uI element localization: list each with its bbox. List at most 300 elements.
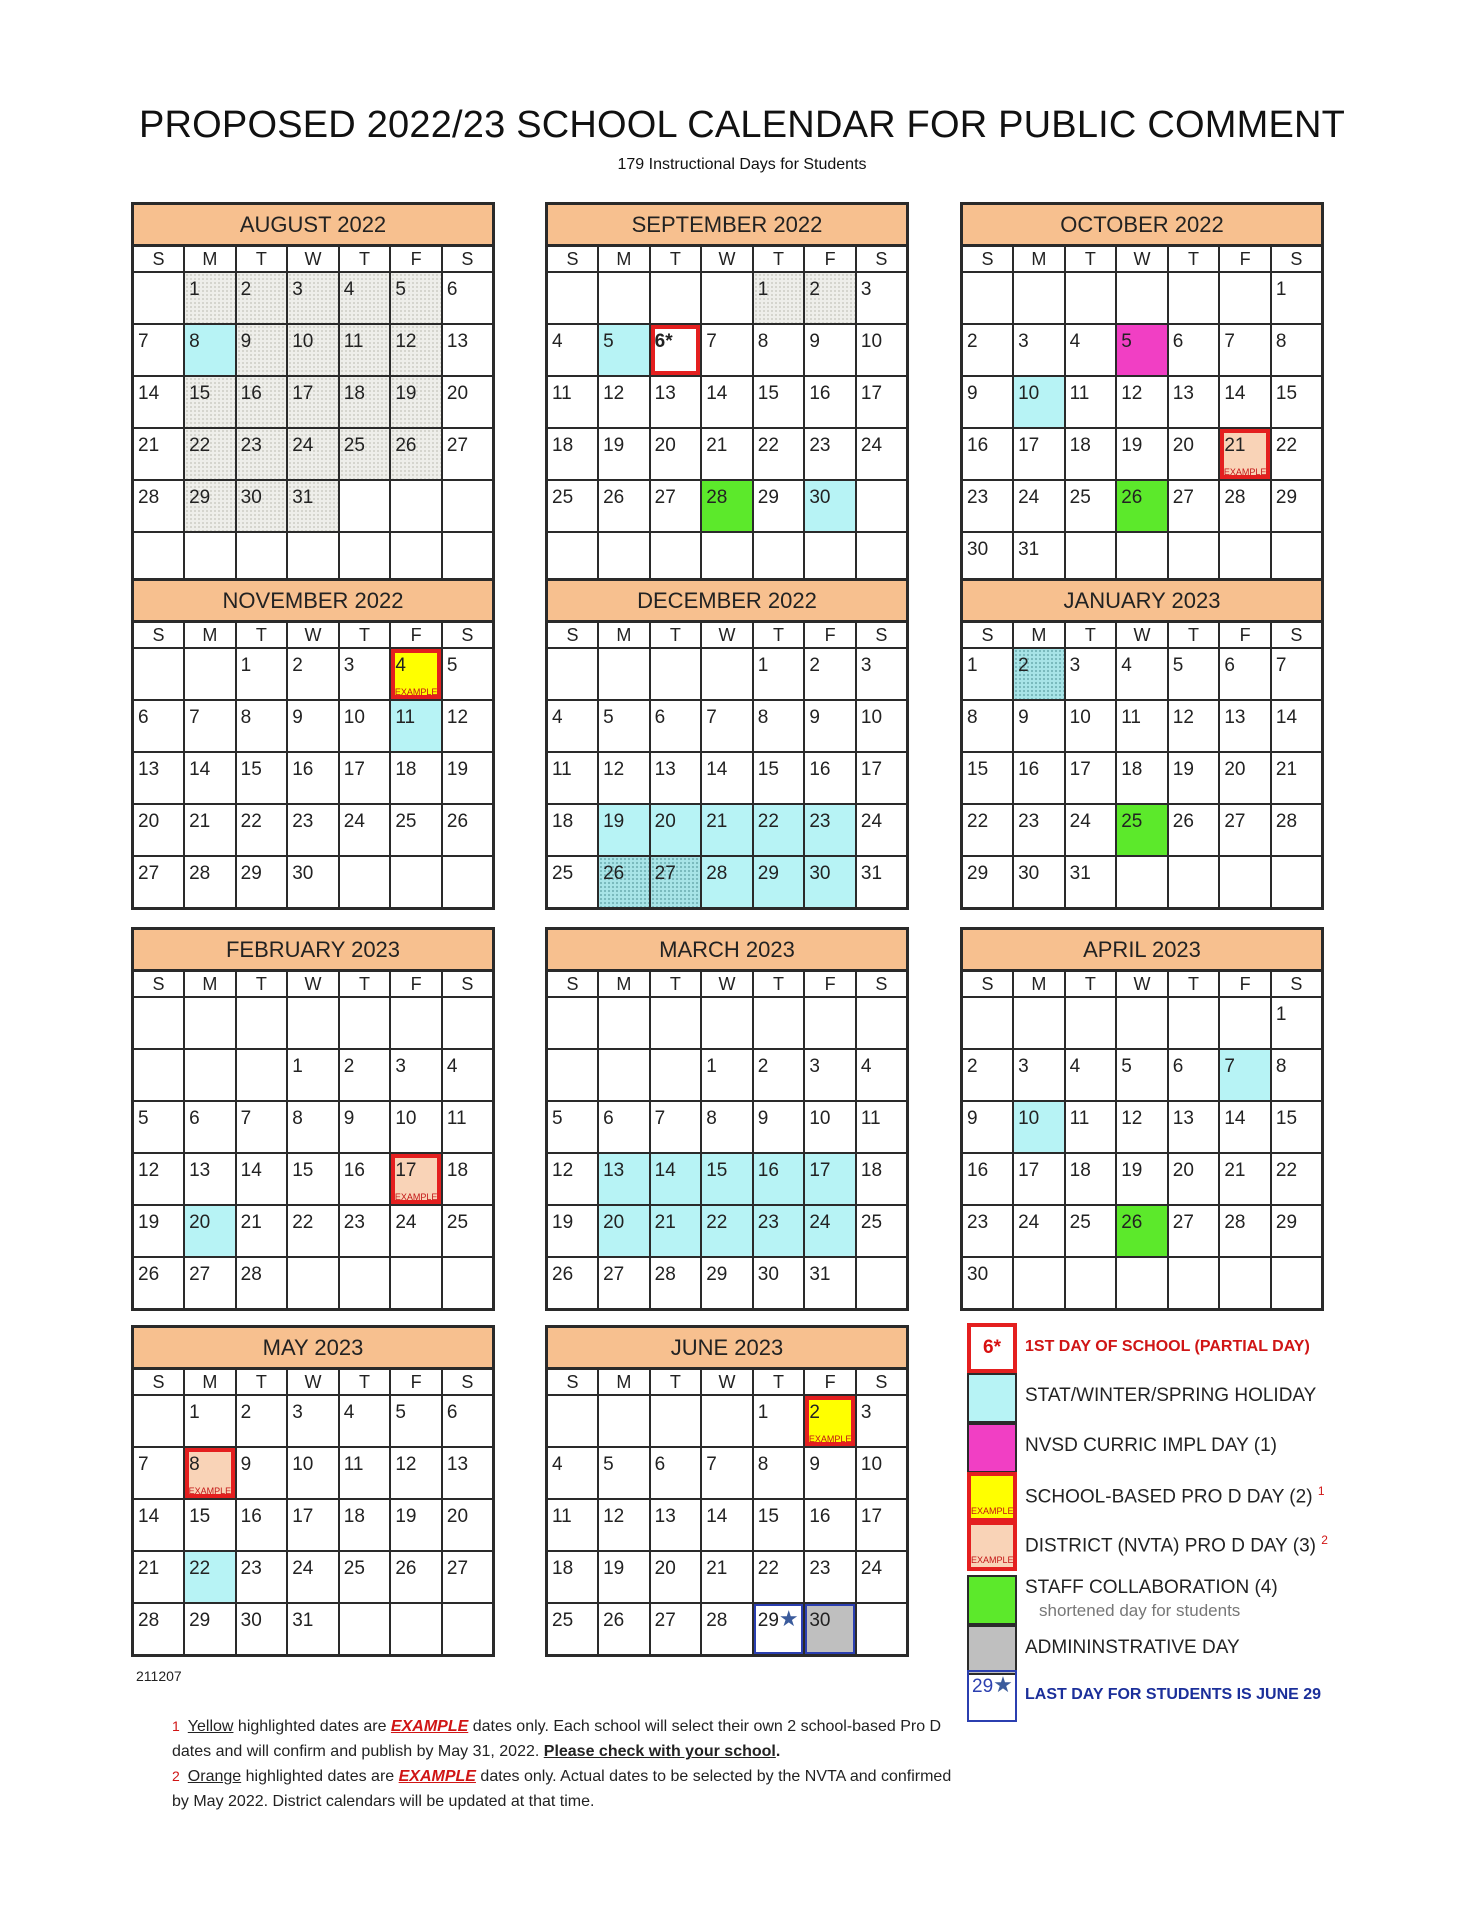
- day-cell: [650, 1551, 702, 1603]
- day-cell: [1013, 376, 1065, 428]
- day-number: 25: [552, 863, 574, 884]
- day-number: 9: [240, 1454, 252, 1475]
- week-row: [133, 997, 494, 1049]
- day-cell: [287, 1551, 339, 1603]
- week-row: [547, 700, 908, 752]
- day-cell: [1168, 480, 1220, 532]
- empty-cell: [701, 648, 753, 700]
- week-row: [962, 1049, 1323, 1101]
- day-number: 7: [138, 1454, 149, 1475]
- day-cell: [547, 1551, 599, 1603]
- day-cell: [962, 752, 1014, 804]
- day-cell: [184, 1551, 236, 1603]
- day-number: 27: [603, 1264, 625, 1285]
- empty-cell: [962, 997, 1014, 1049]
- day-cell: [856, 324, 908, 376]
- empty-cell: [1065, 532, 1117, 585]
- day-cell: [390, 376, 442, 428]
- weekday-header: S: [442, 971, 494, 998]
- empty-cell: [390, 856, 442, 909]
- day-cell: [442, 324, 494, 376]
- month-grid: [545, 1367, 909, 1657]
- day-cell: [1116, 804, 1168, 856]
- empty-cell: [1065, 1257, 1117, 1310]
- day-number: 1: [706, 1056, 717, 1077]
- day-number: 29: [757, 1610, 779, 1631]
- day-cell: [133, 324, 185, 376]
- day-number: 10: [1018, 383, 1040, 404]
- day-cell: [1168, 1153, 1220, 1205]
- week-row: [133, 804, 494, 856]
- empty-cell: [804, 532, 856, 585]
- day-cell: [1065, 376, 1117, 428]
- week-row: [547, 1551, 908, 1603]
- week-row: [133, 428, 494, 480]
- month-grid: [545, 620, 909, 910]
- day-cell: [547, 1499, 599, 1551]
- day-number: 8: [189, 331, 200, 352]
- day-number: 22: [1275, 1160, 1298, 1181]
- day-cell: [598, 1447, 650, 1499]
- day-number: 15: [757, 759, 779, 780]
- day-number: 10: [860, 707, 883, 728]
- day-number: 26: [552, 1264, 574, 1285]
- day-number: 25: [552, 487, 574, 508]
- day-number: 17: [860, 383, 883, 404]
- day-number: 22: [189, 435, 211, 456]
- day-number: 29: [189, 1610, 211, 1631]
- day-cell: [1065, 700, 1117, 752]
- day-cell: [184, 804, 236, 856]
- day-cell: [133, 1499, 185, 1551]
- day-cell: [701, 1205, 753, 1257]
- empty-cell: [547, 532, 599, 585]
- empty-cell: [133, 1395, 185, 1447]
- day-number: 24: [395, 1212, 417, 1233]
- month-calendar: [960, 578, 1324, 910]
- day-number: 15: [967, 759, 989, 780]
- day-number: 27: [654, 863, 676, 884]
- day-number: 23: [240, 1558, 262, 1579]
- day-cell: [701, 428, 753, 480]
- empty-cell: [1013, 997, 1065, 1049]
- day-cell: [236, 1153, 288, 1205]
- weekday-header: T: [650, 1369, 702, 1396]
- day-cell: [804, 1603, 856, 1656]
- day-cell: [1065, 1049, 1117, 1101]
- week-row: [962, 700, 1323, 752]
- day-cell: [1065, 856, 1117, 909]
- day-number: 16: [1018, 759, 1040, 780]
- day-number: 17: [1069, 759, 1091, 780]
- day-cell: [753, 428, 805, 480]
- day-cell: [339, 1551, 391, 1603]
- day-cell: [184, 1205, 236, 1257]
- day-number: 10: [395, 1108, 417, 1129]
- weekday-header: S: [547, 1369, 599, 1396]
- day-number: 21: [138, 435, 160, 456]
- day-number: 31: [809, 1264, 831, 1285]
- month-grid: [131, 1367, 495, 1657]
- day-number: 7: [706, 331, 717, 352]
- weekday-header: W: [287, 246, 339, 273]
- week-row: [547, 1603, 908, 1656]
- example-tag: EXAMPLE: [971, 1555, 1014, 1565]
- empty-cell: [133, 648, 185, 700]
- day-cell: [1013, 1101, 1065, 1153]
- weekday-header: T: [339, 246, 391, 273]
- day-number: 1: [189, 1402, 200, 1423]
- day-cell: [339, 700, 391, 752]
- day-number: 9: [967, 383, 978, 404]
- day-cell: [804, 1257, 856, 1310]
- day-cell: [804, 804, 856, 856]
- day-cell: [547, 1101, 599, 1153]
- day-cell: [1116, 376, 1168, 428]
- day-number: 29: [757, 863, 779, 884]
- empty-cell: [1116, 272, 1168, 324]
- weekday-header: S: [856, 1369, 908, 1396]
- day-cell: [804, 1205, 856, 1257]
- day-number: 5: [1121, 1056, 1132, 1077]
- empty-cell: [650, 997, 702, 1049]
- day-cell: [1065, 752, 1117, 804]
- day-number: 17: [395, 1160, 417, 1181]
- day-number: 8: [1275, 1056, 1287, 1077]
- day-cell: [1168, 700, 1220, 752]
- day-number: 3: [860, 655, 872, 676]
- month-grid: [960, 620, 1324, 910]
- day-number: 26: [138, 1264, 160, 1285]
- weekday-header: S: [442, 246, 494, 273]
- day-number: 12: [1121, 383, 1143, 404]
- day-number: 5: [552, 1108, 563, 1129]
- day-number: 31: [292, 1610, 314, 1631]
- day-number: 5: [395, 279, 406, 300]
- day-cell: [236, 648, 288, 700]
- day-cell: [1116, 480, 1168, 532]
- day-number: 9: [967, 1108, 978, 1129]
- day-number: 21: [240, 1212, 262, 1233]
- empty-cell: [856, 1257, 908, 1310]
- day-number: 30: [967, 539, 989, 560]
- day-number: 1: [1275, 279, 1287, 300]
- day-number: 18: [343, 1506, 365, 1527]
- week-row: [962, 1257, 1323, 1310]
- weekday-header: T: [753, 1369, 805, 1396]
- day-cell: [701, 856, 753, 909]
- day-number: 21: [1224, 435, 1246, 456]
- day-cell: [547, 1447, 599, 1499]
- month-grid: [960, 244, 1324, 586]
- empty-cell: [390, 1257, 442, 1310]
- day-number: 25: [1069, 487, 1091, 508]
- day-cell: [287, 480, 339, 532]
- day-cell: [339, 428, 391, 480]
- month-calendar: [545, 578, 909, 910]
- day-cell: [1065, 480, 1117, 532]
- day-cell: [753, 272, 805, 324]
- day-cell: [598, 1205, 650, 1257]
- day-number: 6: [446, 279, 458, 300]
- day-cell: [442, 428, 494, 480]
- day-number: 22: [292, 1212, 314, 1233]
- day-cell: [804, 700, 856, 752]
- month-title: DECEMBER 2022: [545, 578, 909, 620]
- weekday-header: F: [804, 622, 856, 649]
- day-number: 20: [446, 383, 469, 404]
- day-number: 21: [138, 1558, 160, 1579]
- day-cell: [856, 1395, 908, 1447]
- day-number: 6: [654, 1454, 666, 1475]
- legend-curric: [967, 1423, 1457, 1475]
- day-number: 21: [1275, 759, 1298, 780]
- day-cell: [598, 1153, 650, 1205]
- weekday-header: T: [339, 622, 391, 649]
- last-day-swatch: 29★: [967, 1670, 1017, 1722]
- day-number: 26: [1172, 811, 1194, 832]
- day-number: 13: [1224, 707, 1246, 728]
- empty-cell: [701, 1395, 753, 1447]
- day-number: 18: [1069, 1160, 1091, 1181]
- weekday-header: W: [287, 1369, 339, 1396]
- month-calendar: [131, 1325, 495, 1657]
- weekday-header: T: [1168, 246, 1220, 273]
- day-cell: [1271, 997, 1323, 1049]
- weekday-header: W: [701, 246, 753, 273]
- day-number: 2: [240, 279, 252, 300]
- day-cell: [287, 1101, 339, 1153]
- day-number: 23: [809, 435, 831, 456]
- day-cell: [804, 856, 856, 909]
- week-row: [962, 648, 1323, 700]
- day-cell: [133, 1205, 185, 1257]
- weekday-header: M: [1013, 971, 1065, 998]
- day-cell: [1271, 480, 1323, 532]
- day-cell: [650, 1257, 702, 1310]
- weekday-header: W: [1116, 622, 1168, 649]
- day-cell: [753, 1257, 805, 1310]
- weekday-header: T: [236, 246, 288, 273]
- weekday-header: S: [133, 1369, 185, 1396]
- day-number: 1: [967, 655, 978, 676]
- empty-cell: [1116, 856, 1168, 909]
- day-cell: [701, 1499, 753, 1551]
- week-row: [133, 752, 494, 804]
- day-number: 4: [1121, 655, 1132, 676]
- star-icon: ★: [993, 1672, 1013, 1697]
- day-cell: [753, 804, 805, 856]
- day-cell: [287, 648, 339, 700]
- day-cell: [1271, 428, 1323, 480]
- day-cell: [1065, 324, 1117, 376]
- day-cell: [1065, 428, 1117, 480]
- day-number: 30: [240, 1610, 262, 1631]
- day-cell: [442, 648, 494, 700]
- day-cell: [598, 804, 650, 856]
- day-cell: [1065, 1205, 1117, 1257]
- empty-cell: [236, 997, 288, 1049]
- weekday-header: T: [650, 971, 702, 998]
- day-number: 28: [706, 1610, 728, 1631]
- day-cell: [753, 1499, 805, 1551]
- day-number: 13: [1172, 1108, 1194, 1129]
- day-cell: [598, 752, 650, 804]
- day-cell: [1013, 480, 1065, 532]
- day-cell: [1116, 1101, 1168, 1153]
- day-number: 22: [240, 811, 262, 832]
- day-cell: [236, 700, 288, 752]
- weekday-header: T: [753, 622, 805, 649]
- day-cell: [1219, 804, 1271, 856]
- day-number: 29: [1275, 1212, 1298, 1233]
- weekday-header: S: [1271, 971, 1323, 998]
- day-number: 16: [240, 383, 262, 404]
- legend-label: LAST DAY FOR STUDENTS IS JUNE 29: [1025, 1686, 1322, 1703]
- day-cell: [287, 752, 339, 804]
- day-number: 7: [189, 707, 200, 728]
- day-cell: [287, 428, 339, 480]
- week-row: [547, 1153, 908, 1205]
- day-number: 4: [1069, 1056, 1081, 1077]
- day-number: 21: [706, 811, 728, 832]
- day-number: 13: [654, 383, 676, 404]
- day-number: 20: [1172, 1160, 1194, 1181]
- day-number: 8: [706, 1108, 717, 1129]
- empty-cell: [856, 1603, 908, 1656]
- day-number: 9: [343, 1108, 355, 1129]
- day-number: 11: [860, 1108, 881, 1129]
- day-cell: [1219, 1205, 1271, 1257]
- day-cell: [856, 804, 908, 856]
- weekday-header: W: [287, 622, 339, 649]
- empty-cell: [547, 1049, 599, 1101]
- day-cell: [390, 1395, 442, 1447]
- empty-cell: [547, 1395, 599, 1447]
- empty-cell: [804, 997, 856, 1049]
- day-number: 18: [552, 1558, 574, 1579]
- day-cell: [133, 804, 185, 856]
- weekday-header: M: [184, 622, 236, 649]
- day-cell: [650, 480, 702, 532]
- day-cell: [442, 1153, 494, 1205]
- month-title: AUGUST 2022: [131, 202, 495, 244]
- day-number: 19: [603, 1558, 625, 1579]
- document-code: 211207: [136, 1668, 182, 1684]
- week-row: [133, 700, 494, 752]
- empty-cell: [650, 648, 702, 700]
- day-cell: [650, 856, 702, 909]
- footnote-1: 1 Yellow highlighted dates are EXAMPLE dates only. Each school will select their own 2 school-based Pro D dates and will confirm and publish by May 31, 2022. Please check with your school.: [172, 1718, 942, 1760]
- day-number: 15: [189, 383, 211, 404]
- day-number: 28: [138, 1610, 160, 1631]
- day-number: 20: [1224, 759, 1246, 780]
- day-cell: [390, 1049, 442, 1101]
- day-number: 12: [395, 1454, 417, 1475]
- day-cell: [390, 804, 442, 856]
- weekday-header: F: [390, 971, 442, 998]
- month-title: JUNE 2023: [545, 1325, 909, 1367]
- day-number: 30: [809, 487, 831, 508]
- day-cell: [962, 1101, 1014, 1153]
- day-cell: [701, 1447, 753, 1499]
- day-number: 11: [1121, 707, 1141, 728]
- day-number: 3: [1018, 1056, 1029, 1077]
- day-number: 8: [240, 707, 252, 728]
- day-cell: [856, 856, 908, 909]
- day-number: 18: [446, 1160, 469, 1181]
- day-number: 13: [446, 331, 469, 352]
- day-number: 29: [240, 863, 262, 884]
- day-number: 25: [860, 1212, 883, 1233]
- day-number: 27: [1224, 811, 1246, 832]
- day-cell: [701, 1551, 753, 1603]
- day-cell: [339, 324, 391, 376]
- legend-first-day: [967, 1323, 1457, 1375]
- day-number: 19: [446, 759, 469, 780]
- day-number: 24: [809, 1212, 831, 1233]
- week-row: [133, 1499, 494, 1551]
- day-number: 30: [240, 487, 262, 508]
- empty-cell: [650, 1049, 702, 1101]
- day-cell: [1168, 648, 1220, 700]
- day-cell: [962, 324, 1014, 376]
- week-row: [547, 480, 908, 532]
- day-cell: [287, 1447, 339, 1499]
- empty-cell: [598, 532, 650, 585]
- day-cell: [1271, 752, 1323, 804]
- day-number: 16: [967, 1160, 989, 1181]
- day-cell: [1116, 700, 1168, 752]
- weekday-header: W: [701, 971, 753, 998]
- day-cell: [962, 856, 1014, 909]
- day-number: 6: [446, 1402, 458, 1423]
- day-number: 19: [395, 383, 417, 404]
- empty-cell: [133, 532, 185, 585]
- day-cell: [753, 324, 805, 376]
- day-cell: [804, 1447, 856, 1499]
- day-number: 26: [603, 487, 625, 508]
- day-cell: [287, 700, 339, 752]
- empty-cell: [650, 272, 702, 324]
- day-cell: [442, 1447, 494, 1499]
- day-number: 15: [1275, 383, 1298, 404]
- weekday-header: F: [390, 1369, 442, 1396]
- empty-cell: [339, 1603, 391, 1656]
- day-cell: [133, 1551, 185, 1603]
- day-number: 28: [1275, 811, 1298, 832]
- day-number: 28: [1224, 1212, 1246, 1233]
- day-number: 7: [1224, 1056, 1235, 1077]
- day-cell: [287, 1499, 339, 1551]
- day-number: 26: [1121, 1212, 1143, 1233]
- day-number: 10: [292, 1454, 314, 1475]
- day-number: 2: [809, 279, 820, 300]
- weekday-header: S: [133, 246, 185, 273]
- day-cell: [804, 648, 856, 700]
- empty-cell: [856, 532, 908, 585]
- week-row: [547, 272, 908, 324]
- day-cell: [856, 752, 908, 804]
- day-number: 13: [1172, 383, 1194, 404]
- weekday-header: F: [1219, 622, 1271, 649]
- day-cell: [753, 700, 805, 752]
- day-number: 16: [809, 759, 831, 780]
- day-number: 17: [1018, 435, 1040, 456]
- day-cell: [390, 428, 442, 480]
- month-calendar: [960, 202, 1324, 586]
- day-cell: [442, 376, 494, 428]
